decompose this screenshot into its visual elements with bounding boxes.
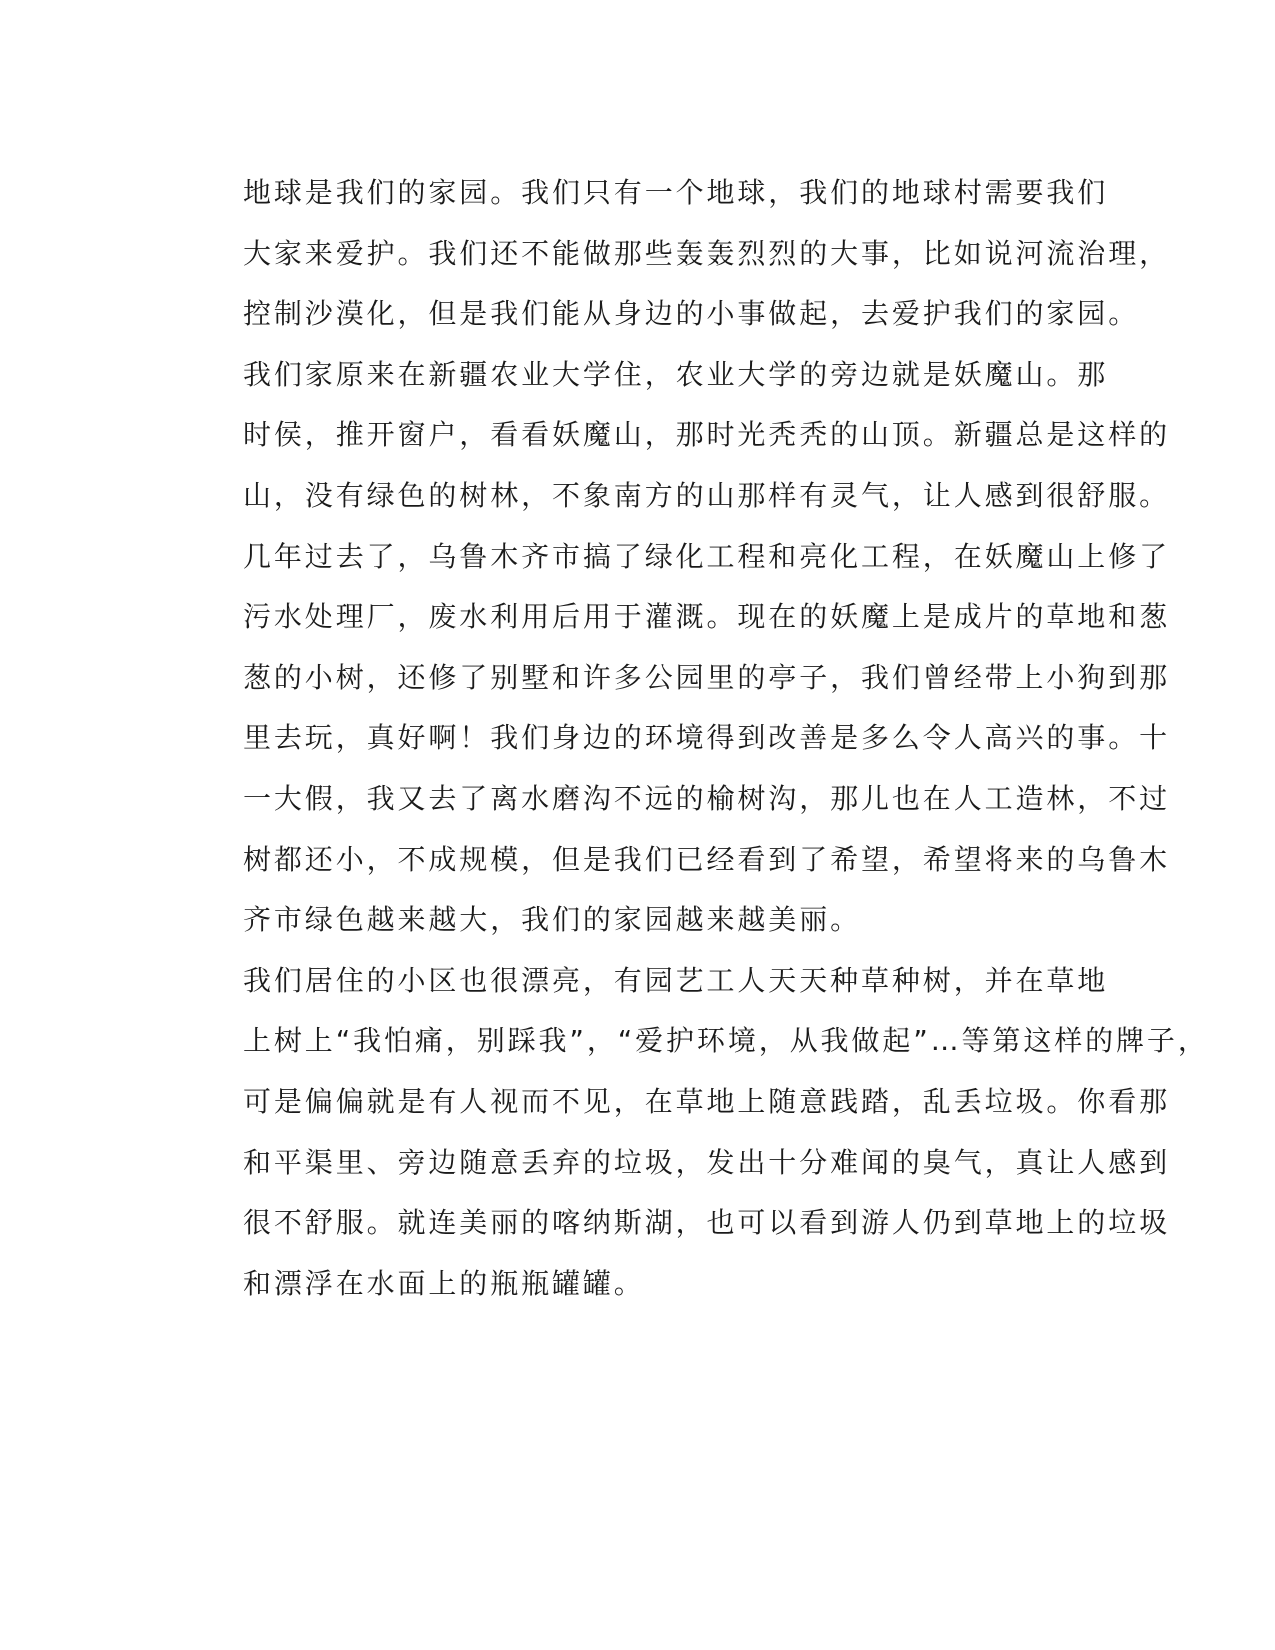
paragraph-line: 很不舒服。就连美丽的喀纳斯湖，也可以看到游人仍到草地上的垃圾 [243,1206,1171,1240]
paragraph-line: 大家来爱护。我们还不能做那些轰轰烈烈的大事，比如说河流治理， [243,236,1171,270]
paragraph-3 [187,951,1209,1315]
paragraph-line: 几年过去了，乌鲁木齐市搞了绿化工程和亮化工程，在妖魔山上修了 [243,539,1171,573]
paragraph-2 [187,345,1171,951]
paragraph-line: 齐市绿色越来越大，我们的家园越来越美丽。 [243,903,862,937]
paragraph-line: 地球是我们的家园。我们只有一个地球，我们的地球村需要我们 [243,176,1109,209]
paragraph-line: 树都还小，不成规模，但是我们已经看到了希望，希望将来的乌鲁木 [243,842,1171,876]
paragraph-line: 时侯，推开窗户，看看妖魔山，那时光秃秃的山顶。新疆总是这样的 [243,418,1171,452]
paragraph-line: 一大假，我又去了离水磨沟不远的榆树沟，那儿也在人工造林，不过 [243,781,1171,815]
paragraph-line: 和平渠里、旁边随意丢弃的垃圾，发出十分难闻的臭气，真让人感到 [243,1145,1171,1179]
paragraph-line: 上树上“我怕痛，别踩我”，“爱护环境，从我做起”…等第这样的牌子， [243,1024,1209,1058]
paragraph-line: 山，没有绿色的树林，不象南方的山那样有灵气，让人感到很舒服。 [243,478,1171,512]
paragraph-1 [187,163,1171,345]
paragraph-line: 我们居住的小区也很漂亮，有园艺工人天天种草种树，并在草地 [243,963,1109,997]
paragraph-line: 葱的小树，还修了别墅和许多公园里的亭子，我们曾经带上小狗到那 [243,660,1171,694]
document-body [187,163,1209,1314]
paragraph-line: 里去玩，真好啊！我们身边的环境得到改善是多么令人高兴的事。十 [243,721,1171,755]
paragraph-line: 控制沙漠化，但是我们能从身边的小事做起，去爱护我们的家园。 [243,297,1140,331]
paragraph-line: 和漂浮在水面上的瓶瓶罐罐。 [243,1266,645,1300]
paragraph-line: 我们家原来在新疆农业大学住，农业大学的旁边就是妖魔山。那 [243,357,1109,391]
paragraph-line: 可是偏偏就是有人视而不见，在草地上随意践踏，乱丢垃圾。你看那 [243,1084,1171,1118]
paragraph-line: 污水处理厂，废水利用后用于灌溉。现在的妖魔上是成片的草地和葱 [243,600,1171,634]
